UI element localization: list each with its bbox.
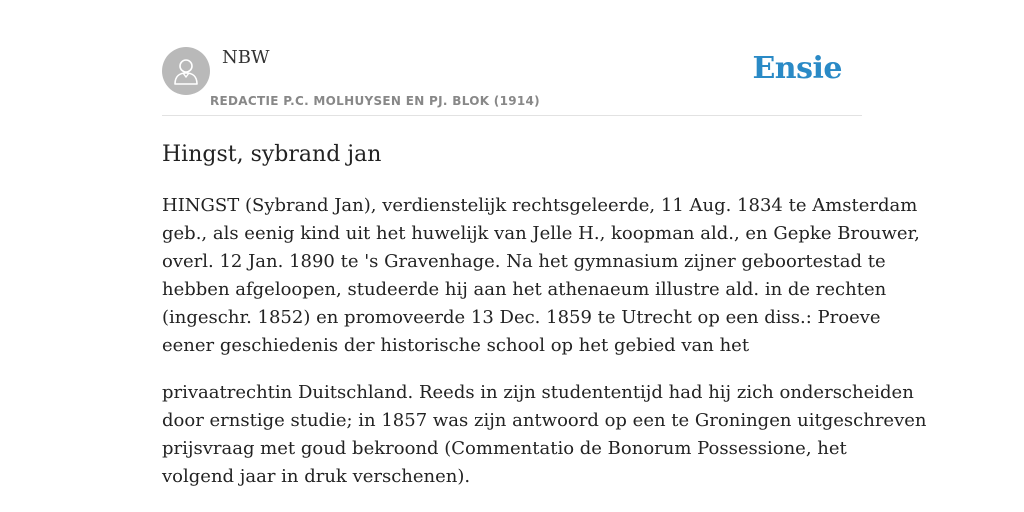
paragraph-line: privaatrechtin Duitschland. Reeds in zijn studententijd had hij zich onderscheiden [162,382,914,403]
source-subtitle: REDACTIE P.C. MOLHUYSEN EN PJ. BLOK (1914) [210,94,540,108]
paragraph-line: overl. 12 Jan. 1890 te 's Gravenhage. Na het gymnasium zijner geboortestad te [162,251,886,272]
header-divider [162,115,862,116]
paragraph-line: hebben afgeloopen, studeerde hij aan het athenaeum illustre ald. in de rechten [162,279,887,300]
paragraph-line: HINGST (Sybrand Jan), verdienstelijk rechtsgeleerde, 11 Aug. 1834 te Amsterdam [162,195,918,216]
source-avatar[interactable] [162,47,210,95]
paragraph-line: volgend jaar in druk verschenen). [162,466,471,487]
source-name[interactable]: NBW [222,47,270,68]
paragraph-line: geb., als eenig kind uit het huwelijk van Jelle H., koopman ald., en Gepke Brouwer, [162,223,920,244]
entry-card [162,0,927,512]
user-icon [173,57,199,85]
entry-paragraph-2 [162,379,927,491]
entry-paragraph-1 [162,192,920,360]
paragraph-line: (ingeschr. 1852) en promoveerde 13 Dec. 1859 te Utrecht op een diss.: Proeve [162,307,881,328]
paragraph-line: prijsvraag met goud bekroond (Commentatio de Bonorum Possessione, het [162,438,847,459]
paragraph-line: eener geschiedenis der historische school op het gebied van het [162,335,750,356]
entry-title: Hingst, sybrand jan [162,142,382,167]
paragraph-line: door ernstige studie; in 1857 was zijn antwoord op een te Groningen uitgeschreven [162,410,927,431]
brand-logo-link[interactable]: Ensie [752,51,842,86]
